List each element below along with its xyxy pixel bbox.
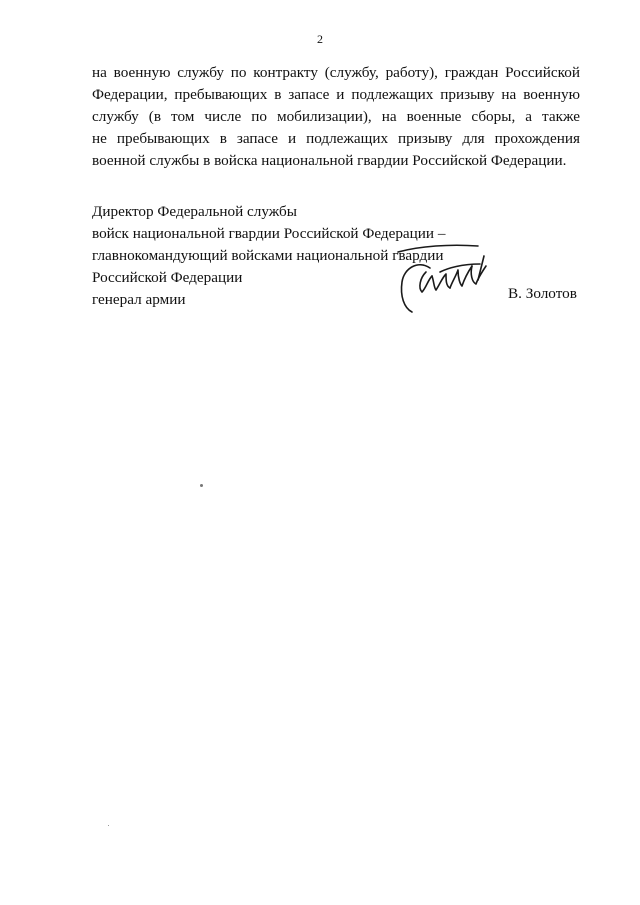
body-line: на военную службу по контракту (службу, работу), граждан Российской	[92, 64, 580, 81]
body-paragraph	[92, 62, 580, 172]
body-line: службу (в том числе по мобилизации), на военные сборы, а также	[92, 108, 580, 125]
signatory-title-line: Директор Федеральной службы	[92, 203, 297, 220]
body-line: Федерации, пребывающих в запасе и подлежащих призыву на военную	[92, 86, 580, 103]
body-line: военной службы в войска национальной гвардии Российской Федерации.	[92, 152, 567, 169]
signatory-name: В. Золотов	[508, 285, 577, 302]
signatory-title-line: главнокомандующий войсками национальной гвардии	[92, 247, 444, 264]
scan-speck	[200, 484, 203, 487]
handwritten-signature	[390, 238, 500, 316]
page-number: 2	[317, 32, 323, 46]
signatory-title-line: Российской Федерации	[92, 269, 243, 286]
signatory-rank: генерал армии	[92, 291, 186, 308]
signatory-title-line: войск национальной гвардии Российской Федерации –	[92, 225, 446, 242]
scan-speck	[108, 825, 109, 826]
body-line: не пребывающих в запасе и подлежащих призыву для прохождения	[92, 130, 580, 147]
signatory-title-block	[92, 201, 446, 311]
